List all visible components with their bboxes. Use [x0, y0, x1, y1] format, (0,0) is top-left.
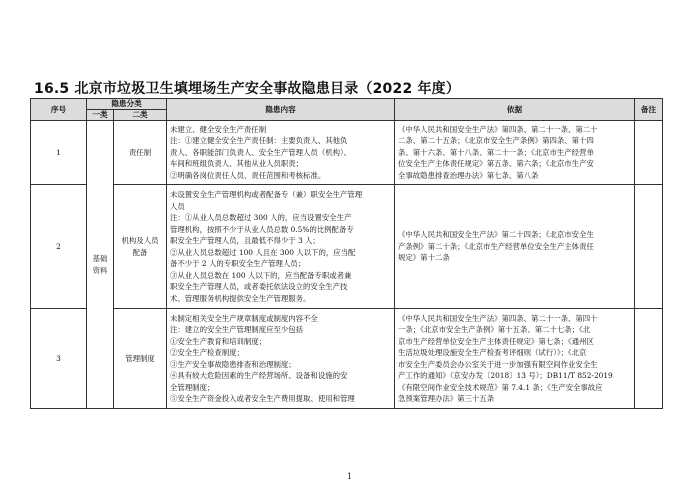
basis-line: 生活垃圾处理设施安全生产检查考评细则（试行）》；《北京: [398, 348, 587, 357]
header-level1: 一类: [87, 110, 114, 121]
basis-line: 京市生产经营单位安全生产主体责任规定》第七条；《通州区: [398, 336, 594, 346]
table-row: [31, 185, 663, 309]
content-line: 车间和班组负责人、其他从业人员职责；: [170, 159, 304, 169]
content-cell: [167, 185, 395, 309]
content-line: 注：①从业人员总数超过 300 人的，应当设置安全生产: [170, 213, 352, 222]
basis-line: 产条例》第二十条；《北京市生产经营单位安全生产主体责任: [398, 241, 594, 251]
basis-cell: [395, 185, 635, 309]
content-line: 未制定相关安全生产规章制度或制度内容不全: [170, 313, 318, 323]
header-seq: 序号: [31, 99, 87, 121]
content-line: 管理机构，按照不少于从业人员总数 0.5%的比例配备专: [170, 224, 354, 234]
content-line: ③从业人员总数在 100 人以下的，应当配备专职或者兼: [170, 270, 352, 280]
basis-line: 二条、第二十五条；《北京市安全生产条例》第四条、第十四: [398, 136, 594, 146]
header-remark: 备注: [635, 99, 663, 121]
content-line: 注：①建立健全安全生产责任制：主要负责人、其他负: [170, 136, 348, 146]
table-row: [31, 309, 663, 409]
content-line: 职安全生产管理人员，且最低不得少于 3 人；: [170, 236, 320, 245]
row-seq: 3: [31, 309, 87, 409]
content-line: 未设置安全生产管理机构或者配备专（兼）职安全生产管理: [170, 190, 363, 199]
level2-line: 配备: [132, 247, 148, 257]
content-line: 责人、各职能部门负责人、安全生产管理人员（机构）、: [170, 147, 352, 157]
page-number: 1: [347, 472, 353, 481]
content-line: 术、管理服务机构提供安全生产管理服务。: [170, 293, 311, 303]
remark-cell: [635, 309, 663, 409]
remark-cell: [635, 121, 663, 185]
basis-line: 产工作的通知》（京安办发〔2018〕13 号）；DB11/T 852-2019: [398, 371, 613, 380]
content-line: 全管理制度；: [170, 382, 215, 392]
content-line: 注：建立的安全生产管理制度应至少包括: [170, 325, 304, 334]
remark-cell: [635, 185, 663, 309]
header-basis: 依据: [395, 99, 635, 121]
row-seq: 2: [31, 185, 87, 309]
level1-label: 基础资料: [92, 253, 108, 275]
header-content: 隐患内容: [167, 99, 395, 121]
content-line: ③生产安全事故隐患排查和治理制度；: [170, 359, 296, 369]
header-level2: 二类: [114, 110, 167, 121]
level2-line: 机构及人员: [121, 236, 159, 245]
hazard-table: [30, 98, 663, 409]
basis-line: 全事故隐患排查治理办法》第七条、第八条: [398, 170, 539, 180]
basis-line: 条、第十六条、第十八条、第二十一条；《北京市生产经营单: [398, 147, 594, 157]
basis-line: 《中华人民共和国安全生产法》第四条、第二十一条、第四十: [398, 313, 598, 323]
page-title: 16.5 北京市垃圾卫生填埋场生产安全事故隐患目录（2022 年度）: [34, 81, 461, 97]
basis-line: 《有限空间作业安全技术规范》第 7.4.1 条；《生产安全事故应: [398, 382, 603, 392]
basis-line: 位安全生产主体责任规定》第五条、第六条；《北京市生产安: [398, 159, 594, 169]
basis-line: 《中华人民共和国安全生产法》第四条、第二十一条、第二十: [398, 124, 598, 134]
level2-cell: 责任制: [114, 121, 167, 185]
content-line: ④具有较大危险因素的生产经营场所、设备和设施的安: [170, 371, 348, 380]
content-line: ②安全生产检查制度；: [170, 348, 244, 357]
content-line: 未建立、健全安全生产责任制: [170, 124, 267, 134]
content-line: ②明确各岗位责任人员、责任范围和考核标准。: [170, 170, 326, 180]
basis-line: 《中华人民共和国安全生产法》第二十四条；《北京市安全生: [398, 230, 594, 240]
basis-line: 规定》第十二条: [398, 253, 450, 263]
level2-cell: 管理制度: [114, 309, 167, 409]
content-cell: [167, 309, 395, 409]
basis-line: 急预案管理办法》第三十五条: [398, 394, 495, 403]
level2-cell: [114, 185, 167, 309]
content-cell: [167, 121, 395, 185]
content-line: 人员: [170, 201, 185, 211]
content-line: 备不少于 2 人的专职安全生产管理人员；: [170, 259, 306, 268]
content-line: 职安全生产管理人员，或者委托依法设立的安全生产技: [170, 282, 348, 291]
basis-line: 一条；《北京市安全生产条例》第十五条、第二十七条；《北: [398, 325, 591, 334]
header-category: 隐患分类: [87, 99, 167, 110]
row-seq: 1: [31, 121, 87, 185]
content-line: ①安全生产教育和培训制度；: [170, 336, 267, 346]
table-row: [31, 121, 663, 185]
content-line: ⑤安全生产资金投入或者安全生产费用提取、使用和管理: [170, 394, 355, 403]
basis-cell: [395, 309, 635, 409]
basis-line: 市安全生产委员会办公室关于进一步加强有限空间作业安全生: [398, 359, 598, 369]
content-line: ②从业人员总数超过 100 人且在 300 人以下的，应当配: [170, 247, 356, 257]
level1-cell: [87, 121, 114, 409]
basis-cell: [395, 121, 635, 185]
